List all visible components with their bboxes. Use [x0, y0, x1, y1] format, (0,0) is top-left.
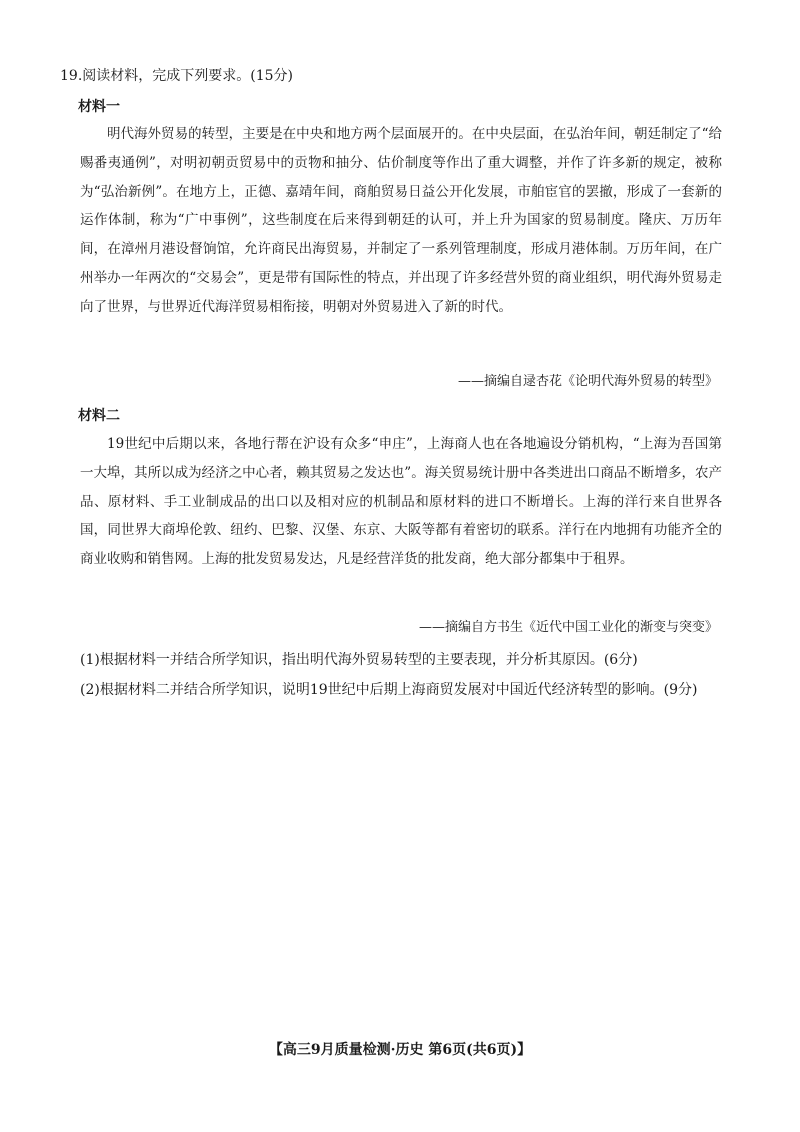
- page-footer: 【高三9月质量检测·历史 第6页(共6页)】: [268, 1042, 532, 1058]
- material-two-source: ——摘编自方书生《近代中国工业化的渐变与突变》: [418, 620, 718, 635]
- material-one-text: 明代海外贸易的转型，主要是在中央和地方两个层面展开的。在中央层面，在弘治年间，朝廷制定了“给赐番夷通例”，对明初朝贡贸易中的贡物和抽分、估价制度等作出了重大调整，并作了许多新的规定，被称为“弘治新例”。在地方上，正德、嘉靖年间，商舶贸易日益公开化发展，市舶宦官的罢撤，形成了一套新的运作体制，称为“广中事例”，这些制度在后来得到朝廷的认可，并上升为国家的贸易制度。隆庆、万历年间，在漳州月港设督饷馆，允许商民出海贸易，并制定了一系列管理制度，形成月港体制。万历年间，在广州举办一年两次的“交易会”，更是带有国际性的特点，并出现了许多经营外贸的商业组织，明代海外贸易走向了世界，与世界近代海洋贸易相衔接，明朝对外贸易进入了新的时代。: [80, 126, 722, 315]
- task-one: (1)根据材料一并结合所学知识，指出明代海外贸易转型的主要表现，并分析其原因。(6分): [80, 652, 638, 668]
- question-title: 19.阅读材料，完成下列要求。(15分): [60, 68, 294, 84]
- material-one-source: ——摘编自逯杏花《论明代海外贸易的转型》: [457, 374, 718, 389]
- material-two-heading: 材料二: [78, 408, 120, 424]
- material-two-text: 19世纪中后期以来，各地行帮在沪设有众多“申庄”，上海商人也在各地遍设分销机构，“上海为吾国第一大埠，其所以成为经济之中心者，赖其贸易之发达也”。海关贸易统计册中各类进出口商品不断增多，农产品、原材料、手工业制成品的出口以及相对应的机制品和原材料的进口不断增长。上海的洋行来自世界各国，同世界大商埠伦敦、纽约、巴黎、汉堡、东京、大阪等都有着密切的联系。洋行在内地拥有功能齐全的商业收购和销售网。上海的批发贸易发达，凡是经营洋货的批发商，绝大部分都集中于租界。: [80, 436, 722, 568]
- task-two: (2)根据材料二并结合所学知识，说明19世纪中后期上海商贸发展对中国近代经济转型的影响。(9分): [80, 682, 698, 698]
- material-one-heading: 材料一: [78, 99, 120, 115]
